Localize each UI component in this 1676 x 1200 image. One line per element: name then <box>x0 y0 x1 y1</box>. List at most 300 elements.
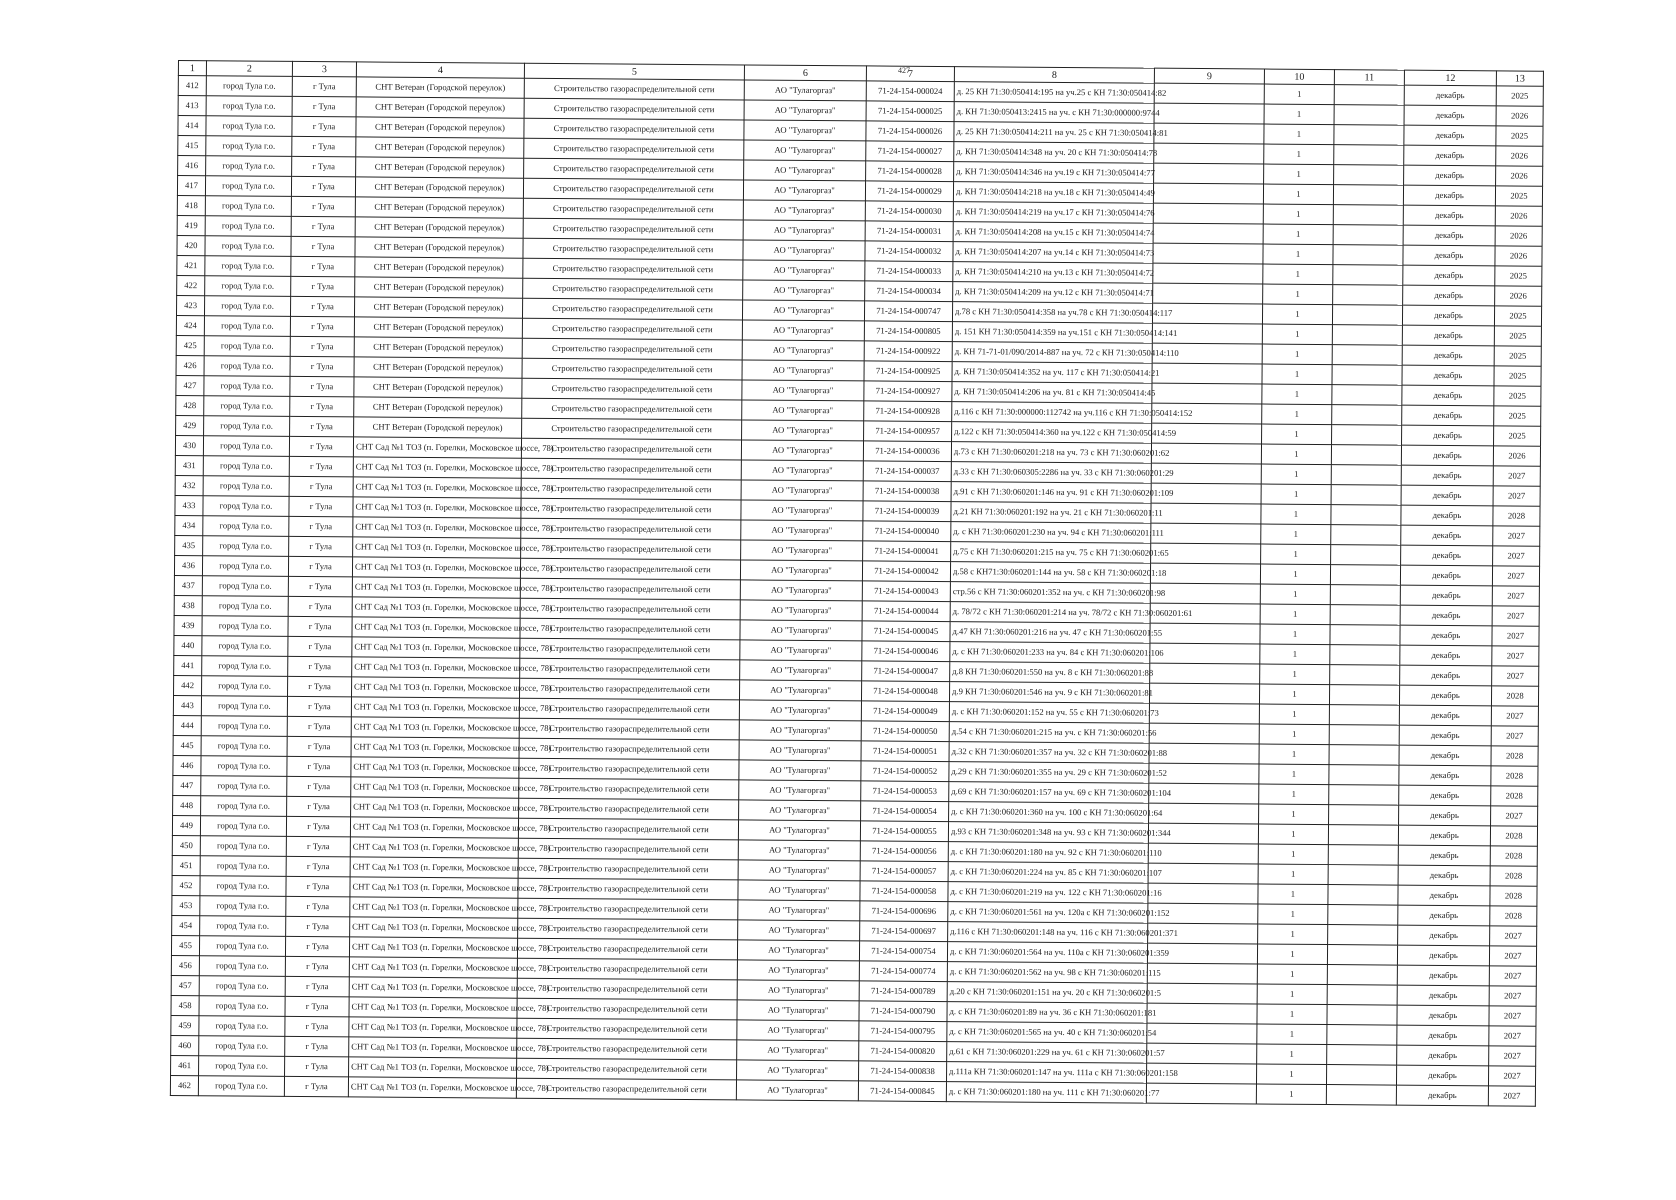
month-cell: декабрь <box>1401 445 1493 466</box>
column-header: 13 <box>1496 71 1543 86</box>
cadastral-cell: д. с КН 71:30:060201:562 на уч. 98 с КН 71:30:060201:115 <box>947 962 1147 984</box>
year-cell: 2026 <box>1495 206 1542 226</box>
row-number: 454 <box>172 915 200 935</box>
work-type-cell: Строительство газораспределительной сети <box>523 238 743 260</box>
quantity-cell: 1 <box>1262 344 1332 365</box>
work-type-cell: Строительство газораспределительной сети <box>520 638 740 660</box>
code-cell: 71-24-154-000774 <box>859 961 947 982</box>
cadastral-cell: д. КН 71:30:050414:210 на уч.13 с КН 71:30:050414:72 <box>953 262 1153 284</box>
work-type-cell: Строительство газораспределительной сети <box>520 558 740 580</box>
code-cell: 71-24-154-000057 <box>860 861 948 882</box>
row-number: 430 <box>175 435 203 455</box>
month-cell: декабрь <box>1402 425 1494 446</box>
organization-cell: АО "Тулагоргаз" <box>736 1080 858 1101</box>
year-cell: 2026 <box>1495 246 1542 266</box>
organization-cell: АО "Тулагоргаз" <box>741 480 863 501</box>
object-cell: СНТ Ветеран (Городской переулок) <box>354 377 522 398</box>
year-cell: 2025 <box>1494 326 1541 346</box>
month-cell: декабрь <box>1398 825 1490 846</box>
cadastral-cell: д. с КН 71:30:060201:224 на уч. 85 с КН 71:30:060201:107 <box>948 862 1148 884</box>
district-cell: город Тула г.о. <box>201 796 287 817</box>
col11-cell <box>1330 665 1400 686</box>
locality-cell: г Тула <box>287 776 351 797</box>
year-cell: 2027 <box>1493 466 1540 486</box>
col11-cell <box>1326 1065 1396 1086</box>
quantity-cell: 1 <box>1257 1024 1327 1045</box>
year-cell: 2026 <box>1495 286 1542 306</box>
month-cell: декабрь <box>1402 385 1494 406</box>
district-cell: город Тула г.о. <box>200 876 286 897</box>
row-number: 421 <box>177 255 205 275</box>
col11-cell <box>1331 445 1401 466</box>
work-type-cell: Строительство газораспределительной сети <box>521 438 741 460</box>
district-cell: город Тула г.о. <box>201 696 287 717</box>
code-cell: 71-24-154-000049 <box>861 701 949 722</box>
cadastral-cell: д.111а КН 71:30:060201:147 на уч. 111а с КН 71:30:060201:158 <box>947 1062 1147 1084</box>
object-cell: СНТ Ветеран (Городской переулок) <box>356 117 524 138</box>
year-cell: 2027 <box>1491 806 1538 826</box>
locality-cell: г Тула <box>290 416 354 437</box>
work-type-cell: Строительство газораспределительной сети <box>523 218 743 240</box>
row-number: 445 <box>173 735 201 755</box>
year-cell: 2027 <box>1493 486 1540 506</box>
object-cell: СНТ Сад №1 ТОЗ (п. Горелки, Московское шоссе, 78) <box>349 997 517 1018</box>
col11-cell <box>1332 405 1402 426</box>
work-type-cell: Строительство газораспределительной сети <box>517 938 737 960</box>
organization-cell: АО "Тулагоргаз" <box>744 120 866 141</box>
district-cell: город Тула г.о. <box>204 296 290 317</box>
year-cell: 2025 <box>1494 406 1541 426</box>
quantity-cell: 1 <box>1264 124 1334 145</box>
quantity-cell: 1 <box>1261 464 1331 485</box>
year-cell: 2027 <box>1492 626 1539 646</box>
locality-cell: г Тула <box>285 976 349 997</box>
cadastral-cell: д.93 с КН 71:30:060201:348 на уч. 93 с КН 71:30:060201:344 <box>948 822 1148 844</box>
cadastral-cell: д. КН 71:30:050414:207 на уч.14 с КН 71:30:050414:73 <box>953 242 1153 264</box>
year-cell: 2026 <box>1493 446 1540 466</box>
organization-cell: АО "Тулагоргаз" <box>737 1000 859 1021</box>
work-type-cell: Строительство газораспределительной сети <box>522 418 742 440</box>
work-type-cell: Строительство газораспределительной сети <box>518 878 738 900</box>
cadastral-cell: д. КН 71-71-01/090/2014-887 на уч. 72 с КН 71:30:050414:110 <box>952 342 1152 364</box>
organization-cell: АО "Тулагоргаз" <box>742 360 864 381</box>
object-cell: СНТ Сад №1 ТОЗ (п. Горелки, Московское шоссе, 78) <box>350 917 518 938</box>
locality-cell: г Тула <box>285 936 349 957</box>
organization-cell: АО "Тулагоргаз" <box>740 560 862 581</box>
district-cell: город Тула г.о. <box>204 316 290 337</box>
month-cell: декабрь <box>1402 365 1494 386</box>
organization-cell: АО "Тулагоргаз" <box>743 280 865 301</box>
locality-cell: г Тула <box>287 716 351 737</box>
organization-cell: АО "Тулагоргаз" <box>737 980 859 1001</box>
col9-cell <box>1149 703 1259 724</box>
col11-cell <box>1333 265 1403 286</box>
row-number: 412 <box>178 76 206 96</box>
cadastral-cell: д. с КН 71:30:060201:564 на уч. 110а с КН 71:30:060201:359 <box>947 942 1147 964</box>
col9-cell <box>1152 363 1262 384</box>
cadastral-cell: д. с КН 71:30:060201:233 на уч. 84 с КН 71:30:060201:106 <box>950 642 1150 664</box>
col11-cell <box>1330 565 1400 586</box>
cadastral-cell: д. с КН 71:30:060201:152 на уч. 55 с КН 71:30:060201:73 <box>949 702 1149 724</box>
object-cell: СНТ Ветеран (Городской переулок) <box>354 357 522 378</box>
locality-cell: г Тула <box>288 576 352 597</box>
year-cell: 2028 <box>1490 846 1537 866</box>
cadastral-cell: д. с КН 71:30:060201:180 на уч. 111 с КН 71:30:060201:77 <box>946 1082 1146 1104</box>
quantity-cell: 1 <box>1263 224 1333 245</box>
cadastral-cell: д.58 с КН71:30:060201:144 на уч. 58 с КН 71:30:060201:18 <box>950 562 1150 584</box>
code-cell: 71-24-154-000928 <box>864 401 952 422</box>
col11-cell <box>1331 545 1401 566</box>
month-cell: декабрь <box>1398 925 1490 946</box>
work-type-cell: Строительство газораспределительной сети <box>524 78 744 100</box>
row-number: 443 <box>173 695 201 715</box>
col9-cell <box>1153 183 1263 204</box>
col11-cell <box>1331 505 1401 526</box>
code-cell: 71-24-154-000026 <box>866 121 954 142</box>
locality-cell: г Тула <box>288 636 352 657</box>
row-number: 425 <box>176 335 204 355</box>
organization-cell: АО "Тулагоргаз" <box>741 540 863 561</box>
month-cell: декабрь <box>1399 765 1491 786</box>
month-cell: декабрь <box>1398 885 1490 906</box>
row-number: 432 <box>175 475 203 495</box>
locality-cell: г Тула <box>290 296 354 317</box>
district-cell: город Тула г.о. <box>199 1016 285 1037</box>
object-cell: СНТ Сад №1 ТОЗ (п. Горелки, Московское шоссе, 78) <box>352 657 520 678</box>
organization-cell: АО "Тулагоргаз" <box>740 660 862 681</box>
code-cell: 71-24-154-000037 <box>863 461 951 482</box>
row-number: 420 <box>177 235 205 255</box>
row-number: 424 <box>176 315 204 335</box>
work-type-cell: Строительство газораспределительной сети <box>518 838 738 860</box>
quantity-cell: 1 <box>1262 404 1332 425</box>
col9-cell <box>1154 103 1264 124</box>
cadastral-cell: д.21 КН 71:30:060201:192 на уч. 21 с КН 71:30:060201:11 <box>951 502 1151 524</box>
object-cell: СНТ Сад №1 ТОЗ (п. Горелки, Московское шоссе, 78) <box>351 777 519 798</box>
locality-cell: г Тула <box>285 1016 349 1037</box>
locality-cell: г Тула <box>288 676 352 697</box>
organization-cell: АО "Тулагоргаз" <box>737 940 859 961</box>
code-cell: 71-24-154-000053 <box>861 781 949 802</box>
col11-cell <box>1330 625 1400 646</box>
district-cell: город Тула г.о. <box>204 356 290 377</box>
locality-cell: г Тула <box>290 396 354 417</box>
locality-cell: г Тула <box>286 836 350 857</box>
code-cell: 71-24-154-000044 <box>862 601 950 622</box>
col9-cell <box>1154 123 1264 144</box>
organization-cell: АО "Тулагоргаз" <box>740 600 862 621</box>
row-number: 452 <box>172 875 200 895</box>
cadastral-cell: д. КН 71:30:050414:218 на уч.18 с КН 71:30:050414:49 <box>953 182 1153 204</box>
row-number: 442 <box>174 675 202 695</box>
district-cell: город Тула г.о. <box>205 176 291 197</box>
quantity-cell: 1 <box>1263 284 1333 305</box>
registry-table <box>170 60 1544 1107</box>
col9-cell <box>1150 623 1260 644</box>
quantity-cell: 1 <box>1259 804 1329 825</box>
locality-cell: г Тула <box>290 336 354 357</box>
organization-cell: АО "Тулагоргаз" <box>742 300 864 321</box>
code-cell: 71-24-154-000051 <box>861 741 949 762</box>
organization-cell: АО "Тулагоргаз" <box>743 200 865 221</box>
quantity-cell: 1 <box>1263 264 1333 285</box>
month-cell: декабрь <box>1399 805 1491 826</box>
quantity-cell: 1 <box>1262 324 1332 345</box>
code-cell: 71-24-154-000747 <box>864 301 952 322</box>
work-type-cell: Строительство газораспределительной сети <box>521 478 741 500</box>
organization-cell: АО "Тулагоргаз" <box>740 620 862 641</box>
district-cell: город Тула г.о. <box>202 556 288 577</box>
cadastral-cell: д.73 с КН 71:30:060201:218 на уч. 73 с КН 71:30:060201:62 <box>951 442 1151 464</box>
locality-cell: г Тула <box>291 256 355 277</box>
work-type-cell: Строительство газораспределительной сети <box>524 158 744 180</box>
work-type-cell: Строительство газораспределительной сети <box>517 1058 737 1080</box>
work-type-cell: Строительство газораспределительной сети <box>521 518 741 540</box>
work-type-cell: Строительство газораспределительной сети <box>519 678 739 700</box>
object-cell: СНТ Ветеран (Городской переулок) <box>355 177 523 198</box>
object-cell: СНТ Ветеран (Городской переулок) <box>354 297 522 318</box>
organization-cell: АО "Тулагоргаз" <box>741 440 863 461</box>
row-number: 449 <box>172 815 200 835</box>
object-cell: СНТ Ветеран (Городской переулок) <box>356 157 524 178</box>
row-number: 459 <box>171 1015 199 1035</box>
work-type-cell: Строительство газораспределительной сети <box>522 358 742 380</box>
row-number: 461 <box>171 1055 199 1075</box>
locality-cell: г Тула <box>286 816 350 837</box>
organization-cell: АО "Тулагоргаз" <box>737 1020 859 1041</box>
code-cell: 71-24-154-000042 <box>862 561 950 582</box>
organization-cell: АО "Тулагоргаз" <box>738 820 860 841</box>
cadastral-cell: д. с КН 71:30:060201:89 на уч. 36 с КН 71:30:060201:181 <box>947 1002 1147 1024</box>
cadastral-cell: д.69 с КН 71:30:060201:157 на уч. 69 с КН 71:30:060201:104 <box>949 782 1149 804</box>
work-type-cell: Строительство газораспределительной сети <box>517 978 737 1000</box>
locality-cell: г Тула <box>285 1056 349 1077</box>
district-cell: город Тула г.о. <box>202 656 288 677</box>
cadastral-cell: д.20 с КН 71:30:060201:151 на уч. 20 с КН 71:30:060201:5 <box>947 982 1147 1004</box>
locality-cell: г Тула <box>288 656 352 677</box>
month-cell: декабрь <box>1399 785 1491 806</box>
row-number: 434 <box>175 515 203 535</box>
cadastral-cell: д.33 с КН 71:30:060305:2286 на уч. 33 с КН 71:30:060201:29 <box>951 462 1151 484</box>
col9-cell <box>1152 383 1262 404</box>
object-cell: СНТ Сад №1 ТОЗ (п. Горелки, Московское шоссе, 78) <box>353 437 521 458</box>
quantity-cell: 1 <box>1259 764 1329 785</box>
district-cell: город Тула г.о. <box>199 1056 285 1077</box>
object-cell: СНТ Сад №1 ТОЗ (п. Горелки, Московское шоссе, 78) <box>351 797 519 818</box>
row-number: 429 <box>176 415 204 435</box>
month-cell: декабрь <box>1399 745 1491 766</box>
object-cell: СНТ Сад №1 ТОЗ (п. Горелки, Московское шоссе, 78) <box>351 717 519 738</box>
code-cell: 71-24-154-000838 <box>859 1061 947 1082</box>
month-cell: декабрь <box>1403 285 1495 306</box>
quantity-cell: 1 <box>1261 484 1331 505</box>
col9-cell <box>1153 263 1263 284</box>
quantity-cell: 1 <box>1261 444 1331 465</box>
organization-cell: АО "Тулагоргаз" <box>737 1040 859 1061</box>
organization-cell: АО "Тулагоргаз" <box>739 680 861 701</box>
row-number: 455 <box>171 935 199 955</box>
year-cell: 2027 <box>1489 986 1536 1006</box>
col11-cell <box>1327 1025 1397 1046</box>
month-cell: декабрь <box>1404 85 1496 106</box>
object-cell: СНТ Сад №1 ТОЗ (п. Горелки, Московское шоссе, 78) <box>350 897 518 918</box>
district-cell: город Тула г.о. <box>202 576 288 597</box>
work-type-cell: Строительство газораспределительной сети <box>524 138 744 160</box>
locality-cell: г Тула <box>289 436 353 457</box>
object-cell: СНТ Сад №1 ТОЗ (п. Горелки, Московское шоссе, 78) <box>351 697 519 718</box>
row-number: 458 <box>171 995 199 1015</box>
month-cell: декабрь <box>1402 305 1494 326</box>
row-number: 457 <box>171 975 199 995</box>
year-cell: 2025 <box>1496 86 1543 106</box>
code-cell: 71-24-154-000045 <box>862 621 950 642</box>
cadastral-cell: д. с КН 71:30:060201:230 на уч. 94 с КН 71:30:060201:111 <box>951 522 1151 544</box>
month-cell: декабрь <box>1399 725 1491 746</box>
organization-cell: АО "Тулагоргаз" <box>744 100 866 121</box>
year-cell: 2028 <box>1493 506 1540 526</box>
district-cell: город Тула г.о. <box>206 96 292 117</box>
organization-cell: АО "Тулагоргаз" <box>741 500 863 521</box>
col9-cell <box>1148 863 1258 884</box>
quantity-cell: 1 <box>1262 364 1332 385</box>
column-header: 5 <box>524 63 744 80</box>
col9-cell <box>1150 643 1260 664</box>
locality-cell: г Тула <box>289 496 353 517</box>
year-cell: 2028 <box>1491 686 1538 706</box>
object-cell: СНТ Ветеран (Городской переулок) <box>355 257 523 278</box>
col9-cell <box>1148 883 1258 904</box>
registry-sheet <box>170 60 1543 1107</box>
district-cell: город Тула г.о. <box>205 236 291 257</box>
col11-cell <box>1334 105 1404 126</box>
column-header: 9 <box>1154 68 1264 84</box>
row-number: 441 <box>174 655 202 675</box>
cadastral-cell: д. с КН 71:30:060201:219 на уч. 122 с КН 71:30:060201:16 <box>948 882 1148 904</box>
work-type-cell: Строительство газораспределительной сети <box>524 118 744 140</box>
cadastral-cell: д. 25 КН 71:30:050414:211 на уч. 25 с КН 71:30:050414:81 <box>954 122 1154 144</box>
col9-cell <box>1153 203 1263 224</box>
district-cell: город Тула г.о. <box>199 976 285 997</box>
col11-cell <box>1329 705 1399 726</box>
work-type-cell: Строительство газораспределительной сети <box>522 378 742 400</box>
work-type-cell: Строительство газораспределительной сети <box>516 1078 736 1100</box>
column-header: 3 <box>292 61 356 77</box>
month-cell: декабрь <box>1400 665 1492 686</box>
col9-cell <box>1150 563 1260 584</box>
district-cell: город Тула г.о. <box>203 496 289 517</box>
year-cell: 2027 <box>1492 566 1539 586</box>
row-number: 462 <box>170 1075 198 1095</box>
month-cell: декабрь <box>1400 605 1492 626</box>
cadastral-cell: д. с КН 71:30:060201:360 на уч. 100 с КН 71:30:060201:64 <box>949 802 1149 824</box>
col11-cell <box>1334 85 1404 106</box>
locality-cell: г Тула <box>290 376 354 397</box>
object-cell: СНТ Ветеран (Городской переулок) <box>355 197 523 218</box>
object-cell: СНТ Ветеран (Городской переулок) <box>355 217 523 238</box>
row-number: 444 <box>173 715 201 735</box>
cadastral-cell: д.116 с КН 71:30:060201:148 на уч. 116 с КН 71:30:060201:371 <box>948 922 1148 944</box>
col9-cell <box>1149 803 1259 824</box>
column-header: 1 <box>178 61 206 76</box>
organization-cell: АО "Тулагоргаз" <box>743 180 865 201</box>
month-cell: декабрь <box>1401 505 1493 526</box>
code-cell: 71-24-154-000046 <box>862 641 950 662</box>
col9-cell <box>1153 283 1263 304</box>
year-cell: 2026 <box>1496 106 1543 126</box>
col9-cell <box>1154 163 1264 184</box>
district-cell: город Тула г.о. <box>205 276 291 297</box>
object-cell: СНТ Ветеран (Городской переулок) <box>354 397 522 418</box>
quantity-cell: 1 <box>1259 684 1329 705</box>
col9-cell <box>1147 983 1257 1004</box>
district-cell: город Тула г.о. <box>204 396 290 417</box>
column-header: 10 <box>1264 69 1334 85</box>
work-type-cell: Строительство газораспределительной сети <box>519 718 739 740</box>
work-type-cell: Строительство газораспределительной сети <box>522 298 742 320</box>
col11-cell <box>1334 145 1404 166</box>
organization-cell: АО "Тулагоргаз" <box>741 460 863 481</box>
year-cell: 2027 <box>1493 526 1540 546</box>
year-cell: 2025 <box>1494 366 1541 386</box>
district-cell: город Тула г.о. <box>199 996 285 1017</box>
month-cell: декабрь <box>1400 625 1492 646</box>
col9-cell <box>1154 143 1264 164</box>
district-cell: город Тула г.о. <box>205 196 291 217</box>
row-number: 433 <box>175 495 203 515</box>
year-cell: 2025 <box>1494 306 1541 326</box>
object-cell: СНТ Сад №1 ТОЗ (п. Горелки, Московское шоссе, 78) <box>352 677 520 698</box>
quantity-cell: 1 <box>1257 984 1327 1005</box>
district-cell: город Тула г.о. <box>202 596 288 617</box>
month-cell: декабрь <box>1396 1065 1488 1086</box>
code-cell: 71-24-154-000697 <box>860 921 948 942</box>
object-cell: СНТ Сад №1 ТОЗ (п. Горелки, Московское шоссе, 78) <box>350 817 518 838</box>
row-number: 427 <box>176 375 204 395</box>
work-type-cell: Строительство газораспределительной сети <box>520 618 740 640</box>
row-number: 431 <box>175 455 203 475</box>
work-type-cell: Строительство газораспределительной сети <box>520 658 740 680</box>
col11-cell <box>1328 845 1398 866</box>
work-type-cell: Строительство газораспределительной сети <box>521 498 741 520</box>
locality-cell: г Тула <box>289 516 353 537</box>
quantity-cell: 1 <box>1260 644 1330 665</box>
organization-cell: АО "Тулагоргаз" <box>744 140 866 161</box>
locality-cell: г Тула <box>291 196 355 217</box>
code-cell: 71-24-154-000033 <box>865 261 953 282</box>
locality-cell: г Тула <box>286 896 350 917</box>
cadastral-cell: д. КН 71:30:050413:2415 на уч. с КН 71:30:000000:9744 <box>954 102 1154 124</box>
cadastral-cell: д.61 с КН 71:30:060201:229 на уч. 61 с КН 71:30:060201:57 <box>947 1042 1147 1064</box>
row-number: 417 <box>177 176 205 196</box>
cadastral-cell: д.47 КН 71:30:060201:216 на уч. 47 с КН 71:30:060201:55 <box>950 622 1150 644</box>
year-cell: 2025 <box>1495 186 1542 206</box>
quantity-cell: 1 <box>1263 204 1333 225</box>
quantity-cell: 1 <box>1257 964 1327 985</box>
work-type-cell: Строительство газораспределительной сети <box>517 1018 737 1040</box>
row-number: 422 <box>177 275 205 295</box>
quantity-cell: 1 <box>1256 1064 1326 1085</box>
col11-cell <box>1333 205 1403 226</box>
code-cell: 71-24-154-000055 <box>860 821 948 842</box>
locality-cell: г Тула <box>289 476 353 497</box>
month-cell: декабрь <box>1397 945 1489 966</box>
month-cell: декабрь <box>1404 145 1496 166</box>
col11-cell <box>1327 1005 1397 1026</box>
object-cell: СНТ Ветеран (Городской переулок) <box>354 317 522 338</box>
locality-cell: г Тула <box>287 736 351 757</box>
district-cell: город Тула г.о. <box>204 376 290 397</box>
code-cell: 71-24-154-000032 <box>865 241 953 262</box>
